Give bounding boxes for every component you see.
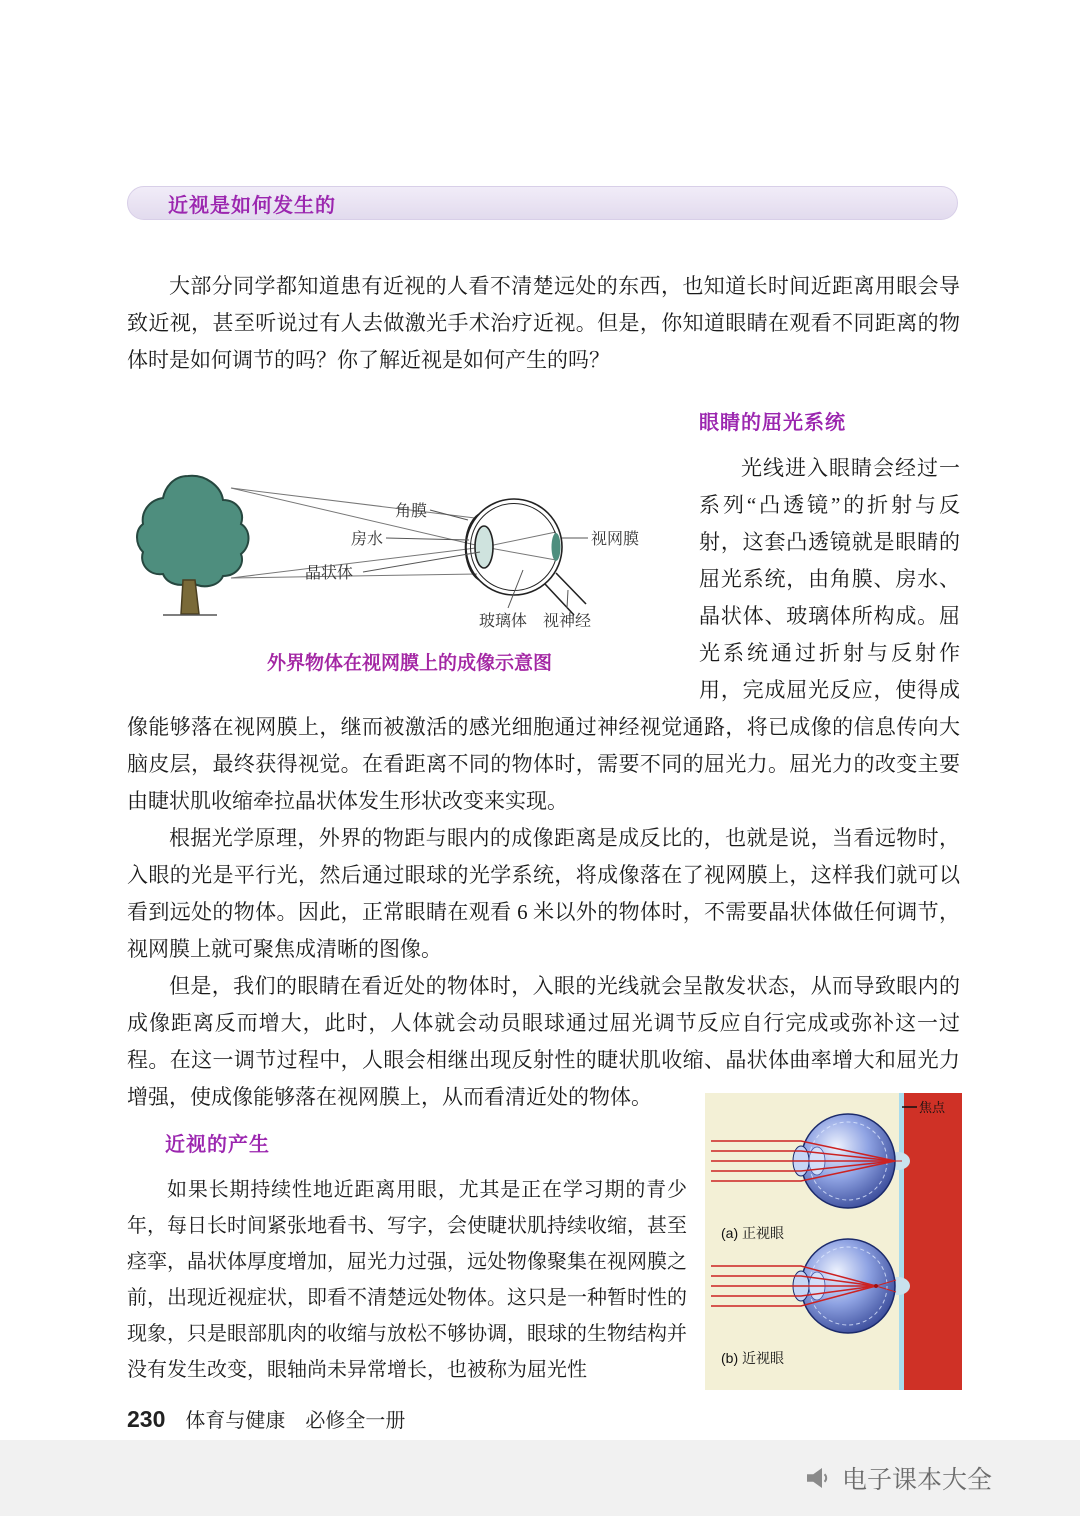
retina-label: 视网膜: [591, 531, 640, 548]
watermark-text: 电子课本大全: [841, 1466, 992, 1494]
tree-illustration: [137, 476, 249, 615]
lens-label: 晶状体: [305, 565, 354, 582]
intro-paragraph: 大部分同学都知道患有近视的人看不清楚远处的东西，也知道长时间近距离用眼会导致近视，甚至听说过有人去做激光手术治疗近视。但是，你知道眼睛在观看不同距离的物体时是如何调节的吗？你了解近视是如何产生的吗？: [127, 274, 960, 372]
eye-imaging-figure: [127, 408, 699, 704]
refraction-paragraph-3: 但是，我们的眼睛在看近处的物体时，入眼的光线就会呈散发状态，从而导致眼内的成像距离反而增大，此时，人体就会动员眼球通过屈光调节反应自行完成或弥补这一过程。在这一调节过程中，人眼会相继出现反射性的睫状肌收缩、晶状体曲率增大和屈光力增强，使成像能够落在视网膜上，从而看清近处的物体。: [127, 974, 960, 1109]
red-band: [904, 1093, 962, 1390]
optic-nerve-label: 视神经: [543, 613, 592, 630]
myopia-section-heading: 近视的产生: [165, 1134, 270, 1156]
vision-comparison-figure: [705, 1093, 962, 1395]
cornea-label: 角膜: [395, 503, 428, 520]
light-ray-lines: [231, 488, 556, 578]
eye-imaging-diagram: [127, 460, 692, 638]
refraction-section-heading: 眼睛的屈光系统: [699, 412, 846, 434]
figure-caption: 外界物体在视网膜上的成像示意图: [266, 653, 552, 674]
page-number: 230: [127, 1406, 166, 1432]
normal-eye-label: (a) 正视眼: [721, 1225, 784, 1241]
refraction-paragraph-1: 光线进入眼睛会经过一系列“凸透镜”的折射与反射，这套凸透镜就是眼睛的屈光系统，由角膜、房水、晶状体、玻璃体所构成。屈光系统通过折射与反射作用，完成屈光反应，使得成像能够落在视网膜上，继而被激活的感光细胞通过神经视觉通路，将已成像的信息传向大脑皮层，最终获得视觉。在看距离不同的物体时，需要不同的屈光力。屈光力的改变主要由睫状肌收缩牵拉晶状体发生形状改变来实现。: [127, 456, 960, 813]
focal-plane-line: [899, 1093, 904, 1390]
watermark-strip: [0, 1440, 1080, 1516]
refraction-paragraph-2: 根据光学原理，外界的物距与眼内的成像距离是成反比的，也就是说，当看远物时，入眼的光是平行光，然后通过眼球的光学系统，将成像落在了视网膜上，这样我们就可以看到远处的物体。因此，正常眼睛在观看 6 米以外的物体时，不需要晶状体做任何调节，视网膜上就可聚焦成清晰的图像。: [127, 826, 960, 961]
myopic-eye-label: (b) 近视眼: [721, 1350, 784, 1366]
focal-point-label: 焦点: [919, 1100, 946, 1115]
myopia-paragraph-1: 如果长期持续性地近距离用眼，尤其是正在学习期的青少年，每日长时间紧张地看书、写字，会使睫状肌持续收缩，甚至痉挛，晶状体厚度增加，屈光力过强，远处物像聚集在视网膜之前，出现近视症状，即看不清楚远处物体。这只是一种暂时性的现象，只是眼部肌肉的收缩与放松不够协调，眼球的生物结构并没有发生改变，眼轴尚未异常增长，也被称为屈光性: [127, 1179, 687, 1381]
page-footer: [127, 1404, 405, 1433]
megaphone-icon: [802, 1463, 832, 1493]
vision-comparison-svg: [705, 1093, 962, 1390]
vitreous-body-label: 玻璃体: [479, 613, 528, 630]
section-banner: [127, 186, 958, 220]
section-banner-title: 近视是如何发生的: [168, 194, 336, 217]
aqueous-humor-label: 房水: [351, 531, 384, 548]
book-title: 体育与健康 必修全一册: [185, 1410, 406, 1432]
